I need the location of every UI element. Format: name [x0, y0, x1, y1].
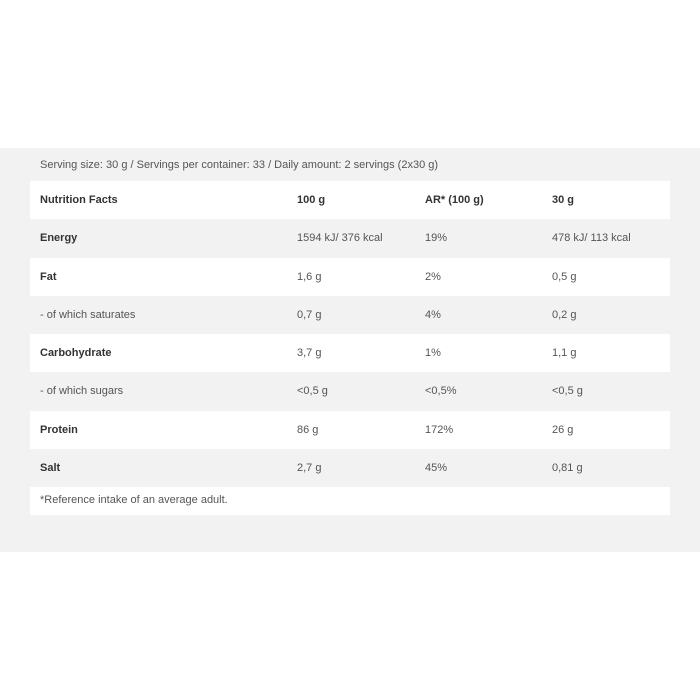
serving-info: Serving size: 30 g / Servings per container: 33 / Daily amount: 2 servings (2x30 g) [40, 159, 439, 171]
header-per-100g: 100 g [297, 194, 326, 206]
value-per-100g: 3,7 g [297, 347, 322, 360]
value-per-100g: <0,5 g [297, 385, 328, 398]
nutrient-name: - of which saturates [40, 308, 136, 321]
value-per-30g: 26 g [552, 423, 574, 436]
value-ar: 4% [425, 308, 441, 321]
value-per-100g: 2,7 g [297, 462, 322, 475]
header-per-30g: 30 g [552, 194, 575, 206]
nutrient-name: - of which sugars [40, 385, 124, 398]
table-row-salt [30, 449, 670, 487]
table-row-energy [30, 219, 670, 257]
value-ar: <0,5% [425, 385, 457, 398]
table-row-protein [30, 411, 670, 449]
nutrient-name: Energy [40, 232, 78, 245]
value-per-30g: <0,5 g [552, 385, 583, 398]
table-row-saturates [30, 296, 670, 334]
footnote: *Reference intake of an average adult. [40, 494, 228, 506]
value-per-100g: 86 g [297, 423, 319, 436]
value-ar: 19% [425, 232, 448, 245]
value-per-30g: 0,5 g [552, 270, 577, 283]
table-row-fat [30, 258, 670, 296]
header-ar: AR* (100 g) [425, 194, 484, 206]
nutrient-name: Salt [40, 462, 61, 475]
value-per-30g: 0,81 g [552, 462, 583, 475]
value-ar: 45% [425, 462, 448, 475]
nutrition-table [30, 181, 670, 487]
nutrient-name: Carbohydrate [40, 347, 112, 360]
value-per-100g: 1,6 g [297, 270, 322, 283]
value-per-30g: 0,2 g [552, 308, 577, 321]
nutrient-name: Fat [40, 270, 57, 283]
value-ar: 1% [425, 347, 441, 360]
table-row-carbohydrate [30, 334, 670, 372]
value-per-30g: 478 kJ/ 113 kcal [552, 232, 631, 245]
value-per-100g: 0,7 g [297, 308, 322, 321]
table-header-row [30, 181, 670, 219]
footnote-row [30, 487, 670, 515]
value-ar: 2% [425, 270, 441, 283]
table-row-sugars [30, 372, 670, 410]
value-ar: 172% [425, 423, 454, 436]
value-per-100g: 1594 kJ/ 376 kcal [297, 232, 383, 245]
nutrient-name: Protein [40, 423, 78, 436]
header-nutrition-facts: Nutrition Facts [40, 194, 118, 206]
value-per-30g: 1,1 g [552, 347, 577, 360]
